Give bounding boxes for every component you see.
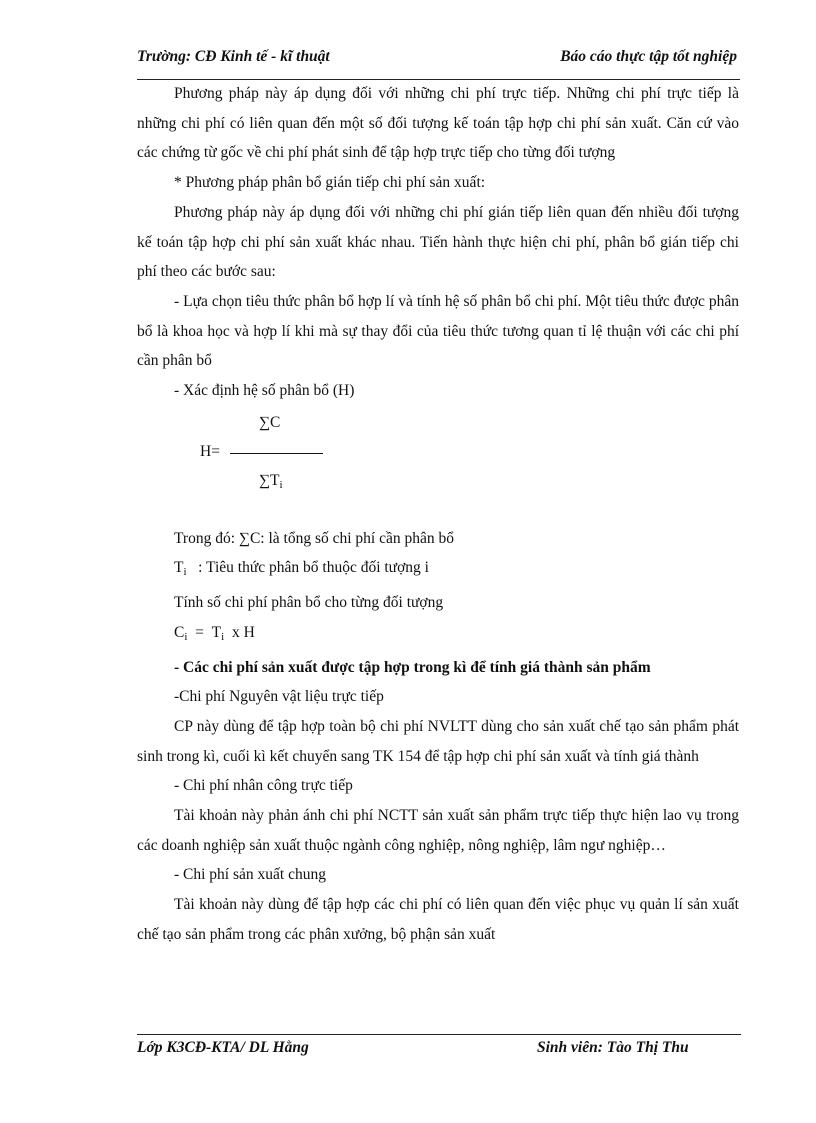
document-body xyxy=(137,79,739,950)
formula-lhs: H= xyxy=(200,442,220,460)
fraction-bar xyxy=(230,453,323,454)
formula-denominator: $\sum T_i$ xyxy=(259,471,283,491)
list-item: - Xác định hệ số phân bổ (H) xyxy=(174,382,355,400)
header-report-title: Báo cáo thực tập tốt nghiệp xyxy=(560,48,737,65)
header-school: Trường: CĐ Kinh tế - kĩ thuật xyxy=(137,48,330,65)
formula-numerator: ∑C xyxy=(259,413,281,431)
footer-rule xyxy=(137,1034,741,1035)
list-item: - Lựa chọn tiêu thức phân bổ hợp lí và tính hệ số phân bổ chi phí. Một tiêu thức được phân bổ là khoa học và hợp lí khi mà sự thay đổi của tiêu thức tương quan tỉ lệ thuận với các chi phí cần phân bổ xyxy=(137,292,739,370)
subheading: - Chi phí nhân công trực tiếp xyxy=(174,777,353,795)
page-header xyxy=(137,48,737,70)
paragraph: Tài khoản này dùng để tập hợp các chi phí có liên quan đến việc phục vụ quản lí sản xuất chế tạo sản phẩm trong các phân xưởng, bộ phận sản xuất xyxy=(137,896,739,943)
paragraph: Phương pháp này áp dụng đối với những chi phí gián tiếp liên quan đến nhiều đối tượng kế toán tập hợp chi phí sản xuất khác nhau. Tiến hành thực hiện chi phí, phân bổ gián tiếp chi phí theo các bước sau: xyxy=(137,203,739,281)
subheading: -Chi phí Nguyên vật liệu trực tiếp xyxy=(174,688,384,706)
section-heading: - Các chi phí sản xuất được tập hợp trong kì để tính giá thành sản phẩm xyxy=(174,658,651,676)
subheading: - Chi phí sản xuất chung xyxy=(174,866,326,884)
allocation-equation: $C_i = T_i$ x H xyxy=(174,623,255,643)
footer-class: Lớp K3CĐ-KTA/ DL Hằng xyxy=(137,1039,309,1056)
definition-line: $T_i$ : Tiêu thức phân bổ thuộc đối tượng i xyxy=(174,559,429,579)
section-heading: * Phương pháp phân bổ gián tiếp chi phí sản xuất: xyxy=(174,174,486,192)
paragraph: Tính số chi phí phân bổ cho từng đối tượng xyxy=(174,594,444,612)
allocation-formula xyxy=(137,406,739,524)
paragraph: Tài khoản này phản ánh chi phí NCTT sản xuất sản phẩm trực tiếp thực hiện lao vụ trong các doanh nghiệp sản xuất thuộc ngành công nghiệp, nông nghiệp, lâm ngư nghiệp… xyxy=(137,807,739,854)
paragraph: Phương pháp này áp dụng đối với những chi phí trực tiếp. Những chi phí trực tiếp là những chi phí có liên quan đến một số đối tượng kế toán tập hợp chi phí sản xuất. Căn cứ vào các chứng từ gốc về chi phí phát sinh để tập hợp trực tiếp cho từng đối tượng xyxy=(137,85,739,162)
definition-line: Trong đó: ∑C: là tổng số chi phí cần phân bổ xyxy=(174,529,454,547)
paragraph: CP này dùng để tập hợp toàn bộ chi phí NVLTT dùng cho sản xuất chế tạo sản phẩm phát sinh trong kì, cuối kì kết chuyển sang TK 154 để tập hợp chi phí sản xuất và tính giá thành xyxy=(137,717,739,765)
footer-student: Sinh viên: Tào Thị Thu xyxy=(537,1039,689,1056)
